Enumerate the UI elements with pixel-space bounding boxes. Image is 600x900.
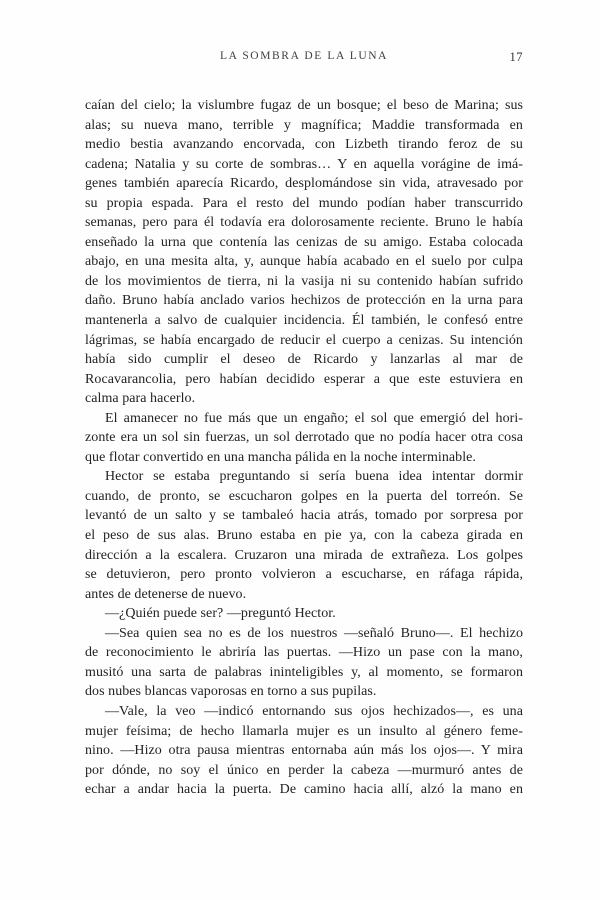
text-line: lágrimas, se había encargado de reducir el cuerpo a cenizas. Su intención [85,332,523,348]
text-line: su propia espada. Para el resto del mundo podían haber transcurrido [85,195,523,211]
text-line: medio bestia avanzando encorvada, con Lizbeth tirando feroz de su [85,137,523,153]
text-line: —Sea quien sea no es de los nuestros —señaló Bruno—. El hechizo [105,625,523,641]
text-line: echar a andar hacia la puerta. De camino hacia allí, alzó la mano en [85,782,523,798]
text-line: musitó una sarta de palabras ininteligibles y, al momento, se formaron [85,664,523,680]
text-line: Hector se estaba preguntando si sería buena idea intentar dormir [105,469,523,485]
text-line: antes de detenerse de nuevo. [85,586,247,602]
text-line: por dónde, no soy el único en perder la cabeza —murmuró antes de [85,762,523,778]
text-line: genes también aparecía Ricardo, desplomándose sin vida, atravesado por [85,176,523,192]
text-line: Rocavarancolia, pero habían decidido esperar a que este estuviera en [85,371,523,387]
text-line: semanas, pero para él todavía era dolorosamente reciente. Bruno le había [85,215,523,231]
page-number: 17 [509,50,523,64]
text-line: de reconocimiento le abriría las puertas. —Hizo un pase con la mano, [85,645,523,661]
text-line: levantó de un salto y se tambaleó hacia atrás, tomado por sorpresa por [85,508,523,524]
text-line: —¿Quién puede ser? —preguntó Hector. [105,606,336,622]
text-line: daño. Bruno había anclado varios hechizos de protección en la urna para [85,293,523,309]
text-line: El amanecer no fue más que un engaño; el sol que emergió del hori- [105,410,523,426]
text-line: mantenerla a salvo de cualquier incidencia. Él también, le confesó entre [85,313,523,329]
text-line: enseñado la urna que contenía las cenizas de su amigo. Estaba colocada [85,234,523,250]
running-title: LA SOMBRA DE LA LUNA [219,50,389,62]
body-text [85,96,523,800]
running-header [85,50,523,66]
text-line: se detuvieron, pero pronto volvieron a escucharse, en ráfaga rápida, [85,567,523,583]
text-line: el peso de sus alas. Bruno estaba en pie ya, con la cabeza girada en [85,528,523,544]
text-line: dirección a la escalera. Cruzaron una mirada de extrañeza. Los golpes [85,547,523,563]
text-line: que flotar convertido en una mancha pálida en la noche interminable. [85,449,476,465]
text-line: —Vale, la veo —indicó entornando sus ojos hechizados—, es una [105,703,523,719]
text-line: abajo, en una mesita alta, y, aunque había acabado en el suelo por culpa [85,254,523,270]
text-line: zonte era un sol sin fuerzas, un sol derrotado que no podía hacer otra cosa [85,430,523,446]
text-line: calma para hacerlo. [85,391,196,407]
text-line: caían del cielo; la vislumbre fugaz de un bosque; el beso de Marina; sus [85,98,523,113]
text-line: alas; su nueva mano, terrible y magnífica; Maddie transformada en [85,117,523,133]
text-line: de los movimientos de tierra, ni la vasija ni su contenido habían sufrido [85,273,523,289]
text-line: había sido cumplir el deseo de Ricardo y lanzarlas al mar de [85,352,523,368]
text-line: nino. —Hizo otra pausa mientras entornaba aún más los ojos—. Y mira [85,743,523,759]
text-line: mujer feísima; de hecho llamarla mujer es un insulto al género feme- [85,723,523,739]
text-line: dos nubes blancas vaporosas en torno a sus pupilas. [85,684,377,700]
text-line: cadena; Natalia y su corte de sombras… Y en aquella vorágine de imá- [85,156,523,172]
text-line: cuando, de pronto, se escucharon golpes en la puerta del torreón. Se [85,488,523,504]
